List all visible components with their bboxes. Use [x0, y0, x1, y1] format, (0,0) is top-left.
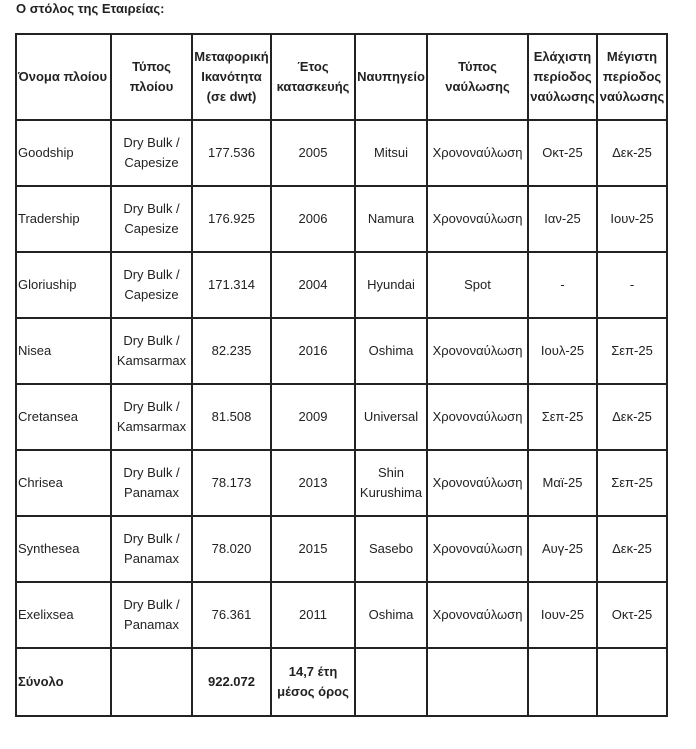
- capacity-cell: 171.314: [192, 252, 271, 318]
- ship-type-cell: Dry Bulk / Capesize: [111, 252, 192, 318]
- build-year-cell: 2009: [271, 384, 355, 450]
- capacity-cell: 76.361: [192, 582, 271, 648]
- total-label: Σύνολο: [16, 648, 111, 716]
- build-year-cell: 2005: [271, 120, 355, 186]
- table-row: [16, 450, 667, 516]
- header-ship-name: Όνομα πλοίου: [16, 34, 111, 120]
- ship-type-cell: Dry Bulk / Kamsarmax: [111, 384, 192, 450]
- charter-type-cell: Spot: [427, 252, 528, 318]
- max-period-cell: Ιουν-25: [597, 186, 667, 252]
- header-row: [16, 34, 667, 120]
- table-row: [16, 120, 667, 186]
- build-year-cell: 2015: [271, 516, 355, 582]
- shipyard-cell: Oshima: [355, 318, 427, 384]
- ship-type-cell: Dry Bulk / Kamsarmax: [111, 318, 192, 384]
- ship-name-cell: Nisea: [16, 318, 111, 384]
- max-period-cell: Δεκ-25: [597, 384, 667, 450]
- capacity-cell: 81.508: [192, 384, 271, 450]
- header-ship-type: Τύπος πλοίου: [111, 34, 192, 120]
- build-year-cell: 2011: [271, 582, 355, 648]
- charter-type-cell: Χρονοναύλωση: [427, 318, 528, 384]
- fleet-table: [15, 33, 668, 717]
- shipyard-cell: Sasebo: [355, 516, 427, 582]
- build-year-cell: 2006: [271, 186, 355, 252]
- min-period-cell: Ιαν-25: [528, 186, 597, 252]
- ship-name-cell: Tradership: [16, 186, 111, 252]
- shipyard-cell: Shin Kurushima: [355, 450, 427, 516]
- total-capacity: 922.072: [192, 648, 271, 716]
- ship-name-cell: Exelixsea: [16, 582, 111, 648]
- header-capacity: Μεταφορική Ικανότητα (σε dwt): [192, 34, 271, 120]
- max-period-cell: Δεκ-25: [597, 120, 667, 186]
- table-row: [16, 318, 667, 384]
- ship-type-cell: Dry Bulk / Panamax: [111, 516, 192, 582]
- ship-type-cell: Dry Bulk / Capesize: [111, 120, 192, 186]
- table-row: [16, 384, 667, 450]
- ship-name-cell: Chrisea: [16, 450, 111, 516]
- capacity-cell: 176.925: [192, 186, 271, 252]
- max-period-cell: Οκτ-25: [597, 582, 667, 648]
- capacity-cell: 82.235: [192, 318, 271, 384]
- total-shipyard-cell: [355, 648, 427, 716]
- charter-type-cell: Χρονοναύλωση: [427, 516, 528, 582]
- table-row: [16, 252, 667, 318]
- charter-type-cell: Χρονοναύλωση: [427, 582, 528, 648]
- total-min-period-cell: [528, 648, 597, 716]
- capacity-cell: 177.536: [192, 120, 271, 186]
- shipyard-cell: Hyundai: [355, 252, 427, 318]
- min-period-cell: Ιουν-25: [528, 582, 597, 648]
- min-period-cell: -: [528, 252, 597, 318]
- shipyard-cell: Universal: [355, 384, 427, 450]
- ship-name-cell: Gloriuship: [16, 252, 111, 318]
- charter-type-cell: Χρονοναύλωση: [427, 450, 528, 516]
- header-build-year: Έτος κατασκευής: [271, 34, 355, 120]
- shipyard-cell: Mitsui: [355, 120, 427, 186]
- ship-type-cell: Dry Bulk / Panamax: [111, 582, 192, 648]
- min-period-cell: Ιουλ-25: [528, 318, 597, 384]
- fleet-caption: Ο στόλος της Εταιρείας:: [16, 1, 165, 16]
- ship-name-cell: Goodship: [16, 120, 111, 186]
- header-max-period: Μέγιστη περίοδος ναύλωσης: [597, 34, 667, 120]
- min-period-cell: Οκτ-25: [528, 120, 597, 186]
- charter-type-cell: Χρονοναύλωση: [427, 384, 528, 450]
- total-max-period-cell: [597, 648, 667, 716]
- max-period-cell: Σεπ-25: [597, 450, 667, 516]
- shipyard-cell: Namura: [355, 186, 427, 252]
- header-min-period: Ελάχιστη περίοδος ναύλωσης: [528, 34, 597, 120]
- ship-name-cell: Cretansea: [16, 384, 111, 450]
- capacity-cell: 78.173: [192, 450, 271, 516]
- charter-type-cell: Χρονοναύλωση: [427, 120, 528, 186]
- ship-type-cell: Dry Bulk / Capesize: [111, 186, 192, 252]
- build-year-cell: 2013: [271, 450, 355, 516]
- table-row: [16, 516, 667, 582]
- ship-name-cell: Synthesea: [16, 516, 111, 582]
- max-period-cell: -: [597, 252, 667, 318]
- min-period-cell: Αυγ-25: [528, 516, 597, 582]
- total-charter-cell: [427, 648, 528, 716]
- min-period-cell: Μαϊ-25: [528, 450, 597, 516]
- build-year-cell: 2004: [271, 252, 355, 318]
- total-row: [16, 648, 667, 716]
- max-period-cell: Δεκ-25: [597, 516, 667, 582]
- header-charter-type: Τύπος ναύλωσης: [427, 34, 528, 120]
- charter-type-cell: Χρονοναύλωση: [427, 186, 528, 252]
- build-year-cell: 2016: [271, 318, 355, 384]
- total-type-cell: [111, 648, 192, 716]
- header-shipyard: Ναυπηγείο: [355, 34, 427, 120]
- ship-type-cell: Dry Bulk / Panamax: [111, 450, 192, 516]
- average-age: 14,7 έτη μέσος όρος: [271, 648, 355, 716]
- table-row: [16, 582, 667, 648]
- min-period-cell: Σεπ-25: [528, 384, 597, 450]
- table-row: [16, 186, 667, 252]
- capacity-cell: 78.020: [192, 516, 271, 582]
- shipyard-cell: Oshima: [355, 582, 427, 648]
- max-period-cell: Σεπ-25: [597, 318, 667, 384]
